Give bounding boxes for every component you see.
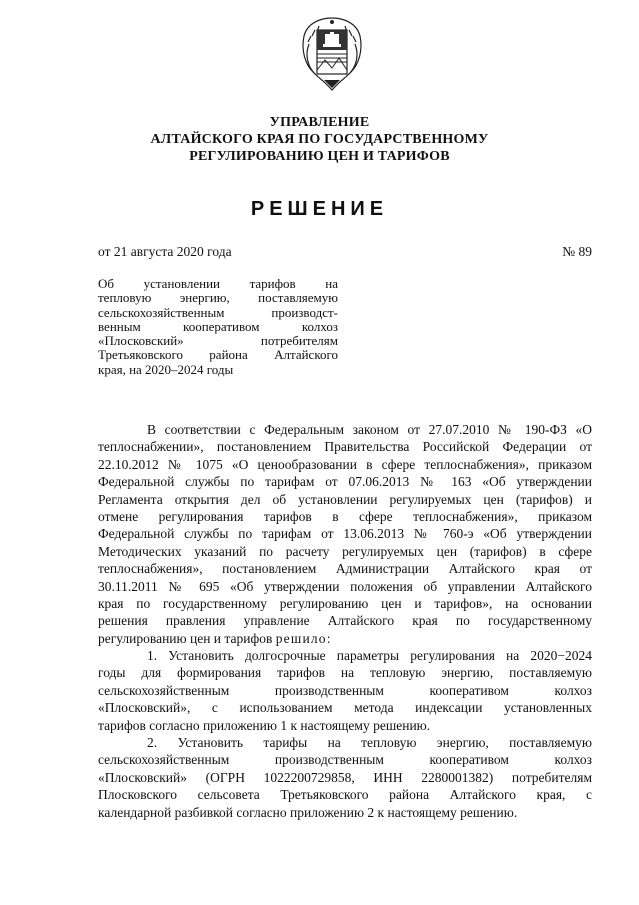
body-line: сельскохозяйственным производственным кооперативом колхоз	[98, 752, 592, 768]
document-number: № 89	[562, 244, 592, 259]
body-line: годы для формирования тарифов на тепловую энергию, поставляемую	[98, 665, 592, 681]
subject-line: сельскохозяйственным производст-	[98, 305, 338, 320]
body-line: 1. Установить долгосрочные параметры регулирования на 2020−2024	[147, 648, 592, 664]
body-line: решения правления управление Алтайского края по государственному	[98, 613, 592, 629]
document-subject	[98, 277, 338, 377]
body-line: Федеральной службы по тарифам от 13.06.2013 № 760-э «Об утверждении	[98, 526, 592, 542]
body-line: тарифов согласно приложению 1 к настоящему решению.	[98, 717, 431, 733]
body-line: сельскохозяйственным производственным кооперативом колхоз	[98, 682, 592, 698]
body-line: Регламента открытия дел об установлении регулируемых цен (тарифов) и	[98, 491, 592, 507]
resolved-colon: :	[326, 630, 331, 646]
document-title: РЕШЕНИЕ	[250, 198, 389, 220]
agency-name	[0, 114, 639, 165]
body-line: теплоснабжения», постановлением Администрации Алтайского края от	[98, 561, 592, 577]
body-line: теплоснабжении», постановлением Правительства Российской Федерации от	[98, 439, 592, 455]
body-line: Методических указаний по расчету регулируемых цен (тарифов) в сфере	[98, 543, 592, 559]
body-line: 30.11.2011 № 695 «Об утверждении положения об управлении Алтайского	[98, 578, 592, 594]
item-1	[98, 647, 592, 734]
body-line: «Плосковский» (ОГРН 1022200729858, ИНН 2280001382) потребителям	[98, 769, 592, 785]
body-line: 2. Установить тарифы на тепловую энергию, поставляемую	[147, 735, 592, 751]
preamble	[98, 421, 592, 647]
body-line: отмене регулирования тарифов в сфере теплоснабжения», приказом	[98, 508, 592, 524]
body-line: «Плосковский», с использованием метода индексации установленных	[98, 700, 592, 716]
resolved-word: решило	[275, 630, 327, 646]
document-body	[98, 421, 592, 821]
agency-line-3: РЕГУЛИРОВАНИЮ ЦЕН И ТАРИФОВ	[189, 149, 450, 164]
agency-line-1: УПРАВЛЕНИЕ	[269, 115, 370, 130]
body-line: Федеральной службы по тарифам от 07.06.2013 № 163 «Об утверждении	[98, 474, 592, 490]
agency-line-2: АЛТАЙСКОГО КРАЯ ПО ГОСУДАРСТВЕННОМУ	[150, 132, 489, 147]
subject-line: Об установлении тарифов на	[98, 277, 338, 291]
subject-line: тепловую энергию, поставляемую	[98, 291, 338, 306]
body-line	[98, 630, 592, 647]
item-2	[98, 734, 592, 821]
subject-line: «Плосковский» потребителям	[98, 334, 338, 349]
body-line: Плосковского сельсовета Третьяковского района Алтайского края, с	[98, 787, 592, 803]
subject-line: края, на 2020–2024 годы	[98, 362, 234, 377]
document-date: от 21 августа 2020 года	[98, 244, 232, 259]
subject-line: Третьяковского района Алтайского	[98, 348, 338, 363]
altai-krai-coat-of-arms-icon	[297, 14, 367, 96]
body-line: 22.10.2012 № 1075 «О ценообразовании в сфере теплоснабжения», приказом	[98, 456, 592, 472]
preamble-end: регулированию цен и тарифов	[98, 630, 273, 646]
subject-line: венным кооперативом колхоз	[98, 319, 338, 334]
body-line: края по государственному регулированию цен и тарифов», на основании	[98, 595, 592, 611]
body-line: В соответствии с Федеральным законом от 27.07.2010 № 190-ФЗ «О	[147, 422, 592, 437]
body-line: календарной разбивкой согласно приложению 2 к настоящему решению.	[98, 804, 518, 820]
